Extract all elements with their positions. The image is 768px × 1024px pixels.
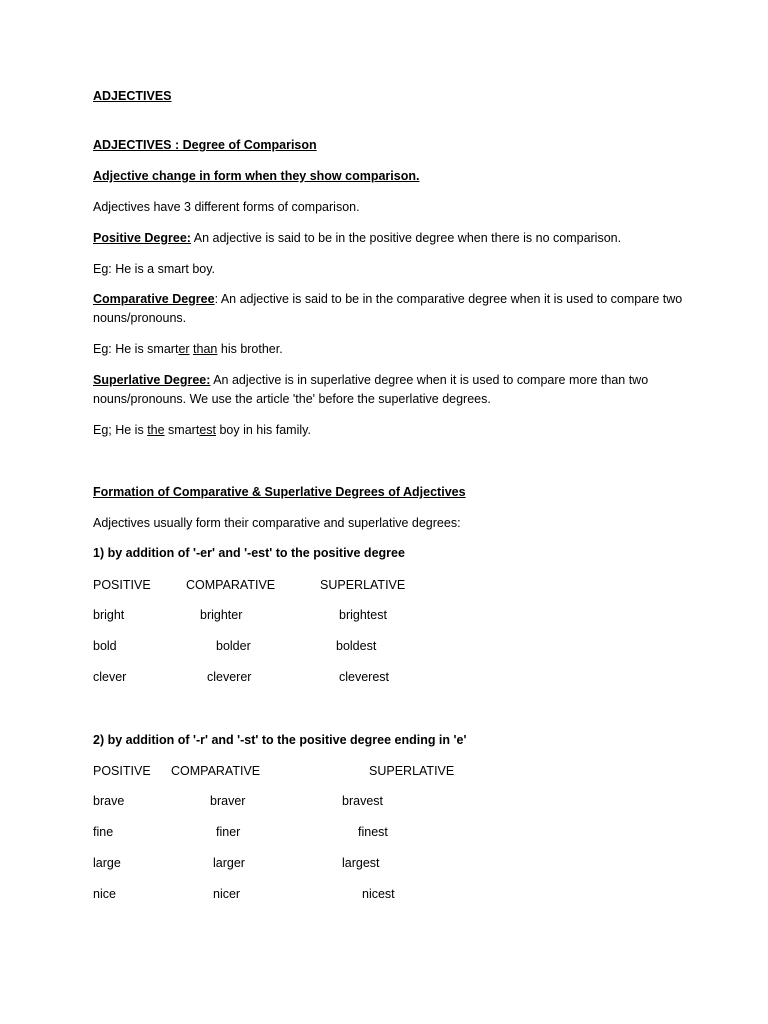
table-header-superlative: SUPERLATIVE [320,578,406,592]
table-cell: clever [93,670,127,684]
table-cell: finer [216,825,241,839]
table-cell: larger [213,856,245,870]
formation-intro: Adjectives usually form their comparative and superlative degrees: [93,516,461,530]
table-header-comparative: COMPARATIVE [171,764,261,778]
comparative-example [93,342,283,357]
comparative-definition [93,290,683,328]
superlative-label: Superlative Degree: [93,373,211,387]
table-cell: nicer [213,887,241,901]
example-suffix: er [178,342,190,356]
table-cell: bolder [216,639,251,653]
positive-label: Positive Degree: [93,231,191,245]
table-cell: bright [93,608,125,622]
table-cell: braver [210,794,246,808]
positive-example: Eg: He is a smart boy. [93,262,216,276]
table-cell: nicest [362,887,395,901]
section-subtitle: ADJECTIVES : Degree of Comparison [93,138,317,152]
superlative-example [93,423,311,438]
example-keyword: than [193,342,218,356]
table-cell: large [93,856,121,870]
table-cell: nice [93,887,116,901]
table-header-positive: POSITIVE [93,578,151,592]
superlative-definition [93,371,683,409]
example-text: Eg; He is [93,423,148,437]
forms-line: Adjectives have 3 different forms of comparison. [93,200,360,214]
example-text: boy in his family. [216,423,311,437]
rule1-heading: 1) by addition of '-er' and '-est' to the positive degree [93,546,405,560]
example-article: the [147,423,165,437]
table-cell: finest [358,825,388,839]
example-suffix: est [199,423,216,437]
table-cell: brighter [200,608,243,622]
comparative-label: Comparative Degree [93,292,215,306]
table-cell: boldest [336,639,377,653]
example-text: smart [164,423,200,437]
table-cell: bravest [342,794,383,808]
positive-text: An adjective is said to be in the positive degree when there is no comparison. [190,231,622,245]
table-cell: fine [93,825,114,839]
comparative-text: : An adjective is said to be in the comparative degree when it is used to compare two nouns/pronouns. [93,292,683,325]
document-title: ADJECTIVES [93,89,172,103]
table-header-positive: POSITIVE [93,764,151,778]
table-cell: bold [93,639,117,653]
table-header-comparative: COMPARATIVE [186,578,276,592]
example-text: Eg: He is smart [93,342,179,356]
intro-heading: Adjective change in form when they show comparison. [93,169,420,183]
positive-definition [93,231,621,246]
table-cell: brave [93,794,125,808]
rule2-heading: 2) by addition of '-r' and '-st' to the positive degree ending in 'e' [93,733,467,747]
table-cell: cleverest [339,670,390,684]
table-cell: cleverer [207,670,252,684]
table-header-superlative: SUPERLATIVE [369,764,455,778]
table-cell: largest [342,856,380,870]
example-text: his brother. [217,342,283,356]
superlative-text: An adjective is in superlative degree when it is used to compare more than two nouns/pronouns. We use the article 'the' before the superlative degrees. [93,373,649,406]
table-cell: brightest [339,608,387,622]
formation-heading: Formation of Comparative & Superlative Degrees of Adjectives [93,485,466,499]
